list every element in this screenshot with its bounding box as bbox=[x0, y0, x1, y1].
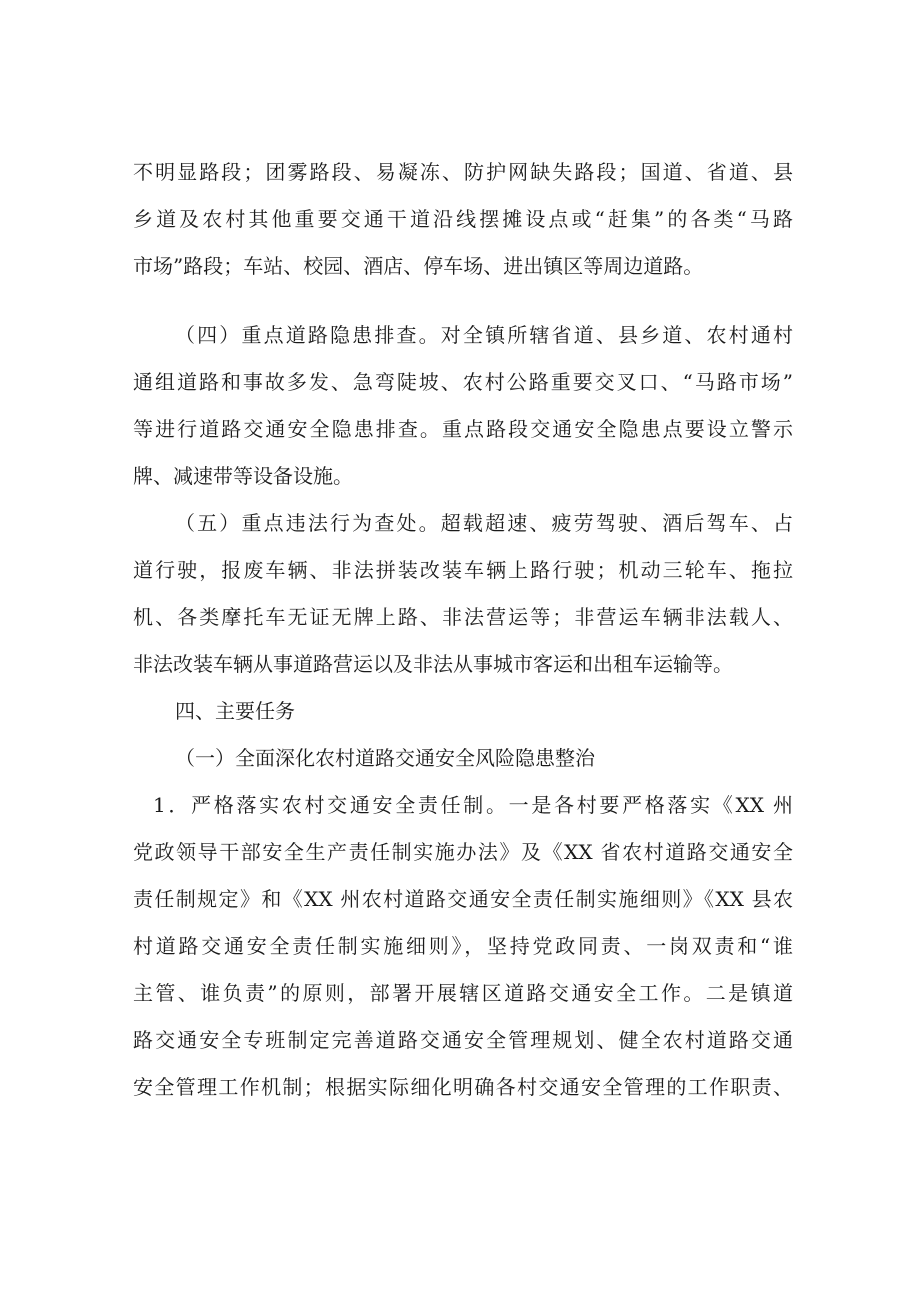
text-line: 牌、减速带等设备设施。 bbox=[133, 464, 353, 488]
text-line: 市场”路段；车站、校园、酒店、停车场、进出镇区等周边道路。 bbox=[133, 254, 704, 278]
paragraph-first-line: 1．严格落实农村交通安全责任制。一是各村要严格落实《XX 州 bbox=[153, 793, 793, 817]
text-line: 不明显路段；团雾路段、易凝冻、防护网缺失路段；国道、省道、县 bbox=[133, 160, 793, 184]
text-line: 通组道路和事故多发、急弯陡坡、农村公路重要交叉口、“马路市场” bbox=[133, 370, 793, 394]
text-line: 等进行道路交通安全隐患排查。重点路段交通安全隐患点要设立警示 bbox=[133, 417, 793, 441]
text-line: 安全管理工作机制；根据实际细化明确各村交通安全管理的工作职责、 bbox=[133, 1075, 793, 1099]
text-line: 村道路交通安全责任制实施细则》，坚持党政同责、一岗双责和“谁 bbox=[133, 934, 793, 958]
text-line: 非法改装车辆从事道路营运以及非法从事城市客运和出租车运输等。 bbox=[133, 652, 733, 676]
text-line: 乡道及农村其他重要交通干道沿线摆摊设点或“赶集”的各类“马路 bbox=[133, 207, 793, 231]
text-line: 路交通安全专班制定完善道路交通安全管理规划、健全农村道路交通 bbox=[133, 1028, 793, 1052]
text-line: 责任制规定》和《XX 州农村道路交通安全责任制实施细则》《XX 县农 bbox=[133, 887, 793, 911]
paragraph-first-line: （五）重点违法行为查处。超载超速、疲劳驾驶、酒后驾车、占 bbox=[175, 511, 793, 535]
text-line: 道行驶，报废车辆、非法拼装改装车辆上路行驶；机动三轮车、拖拉 bbox=[133, 558, 793, 582]
text-line: 主管、谁负责”的原则，部署开展辖区道路交通安全工作。二是镇道 bbox=[133, 981, 793, 1005]
text-line: 机、各类摩托车无证无牌上路、非法营运等；非营运车辆非法载人、 bbox=[133, 605, 793, 629]
subsection-heading: （一）全面深化农村道路交通安全风险隐患整治 bbox=[175, 746, 595, 770]
text-line: 党政领导干部安全生产责任制实施办法》及《XX 省农村道路交通安全 bbox=[133, 840, 793, 864]
section-heading: 四、主要任务 bbox=[175, 699, 295, 723]
paragraph-first-line: （四）重点道路隐患排查。对全镇所辖省道、县乡道、农村通村 bbox=[175, 323, 793, 347]
